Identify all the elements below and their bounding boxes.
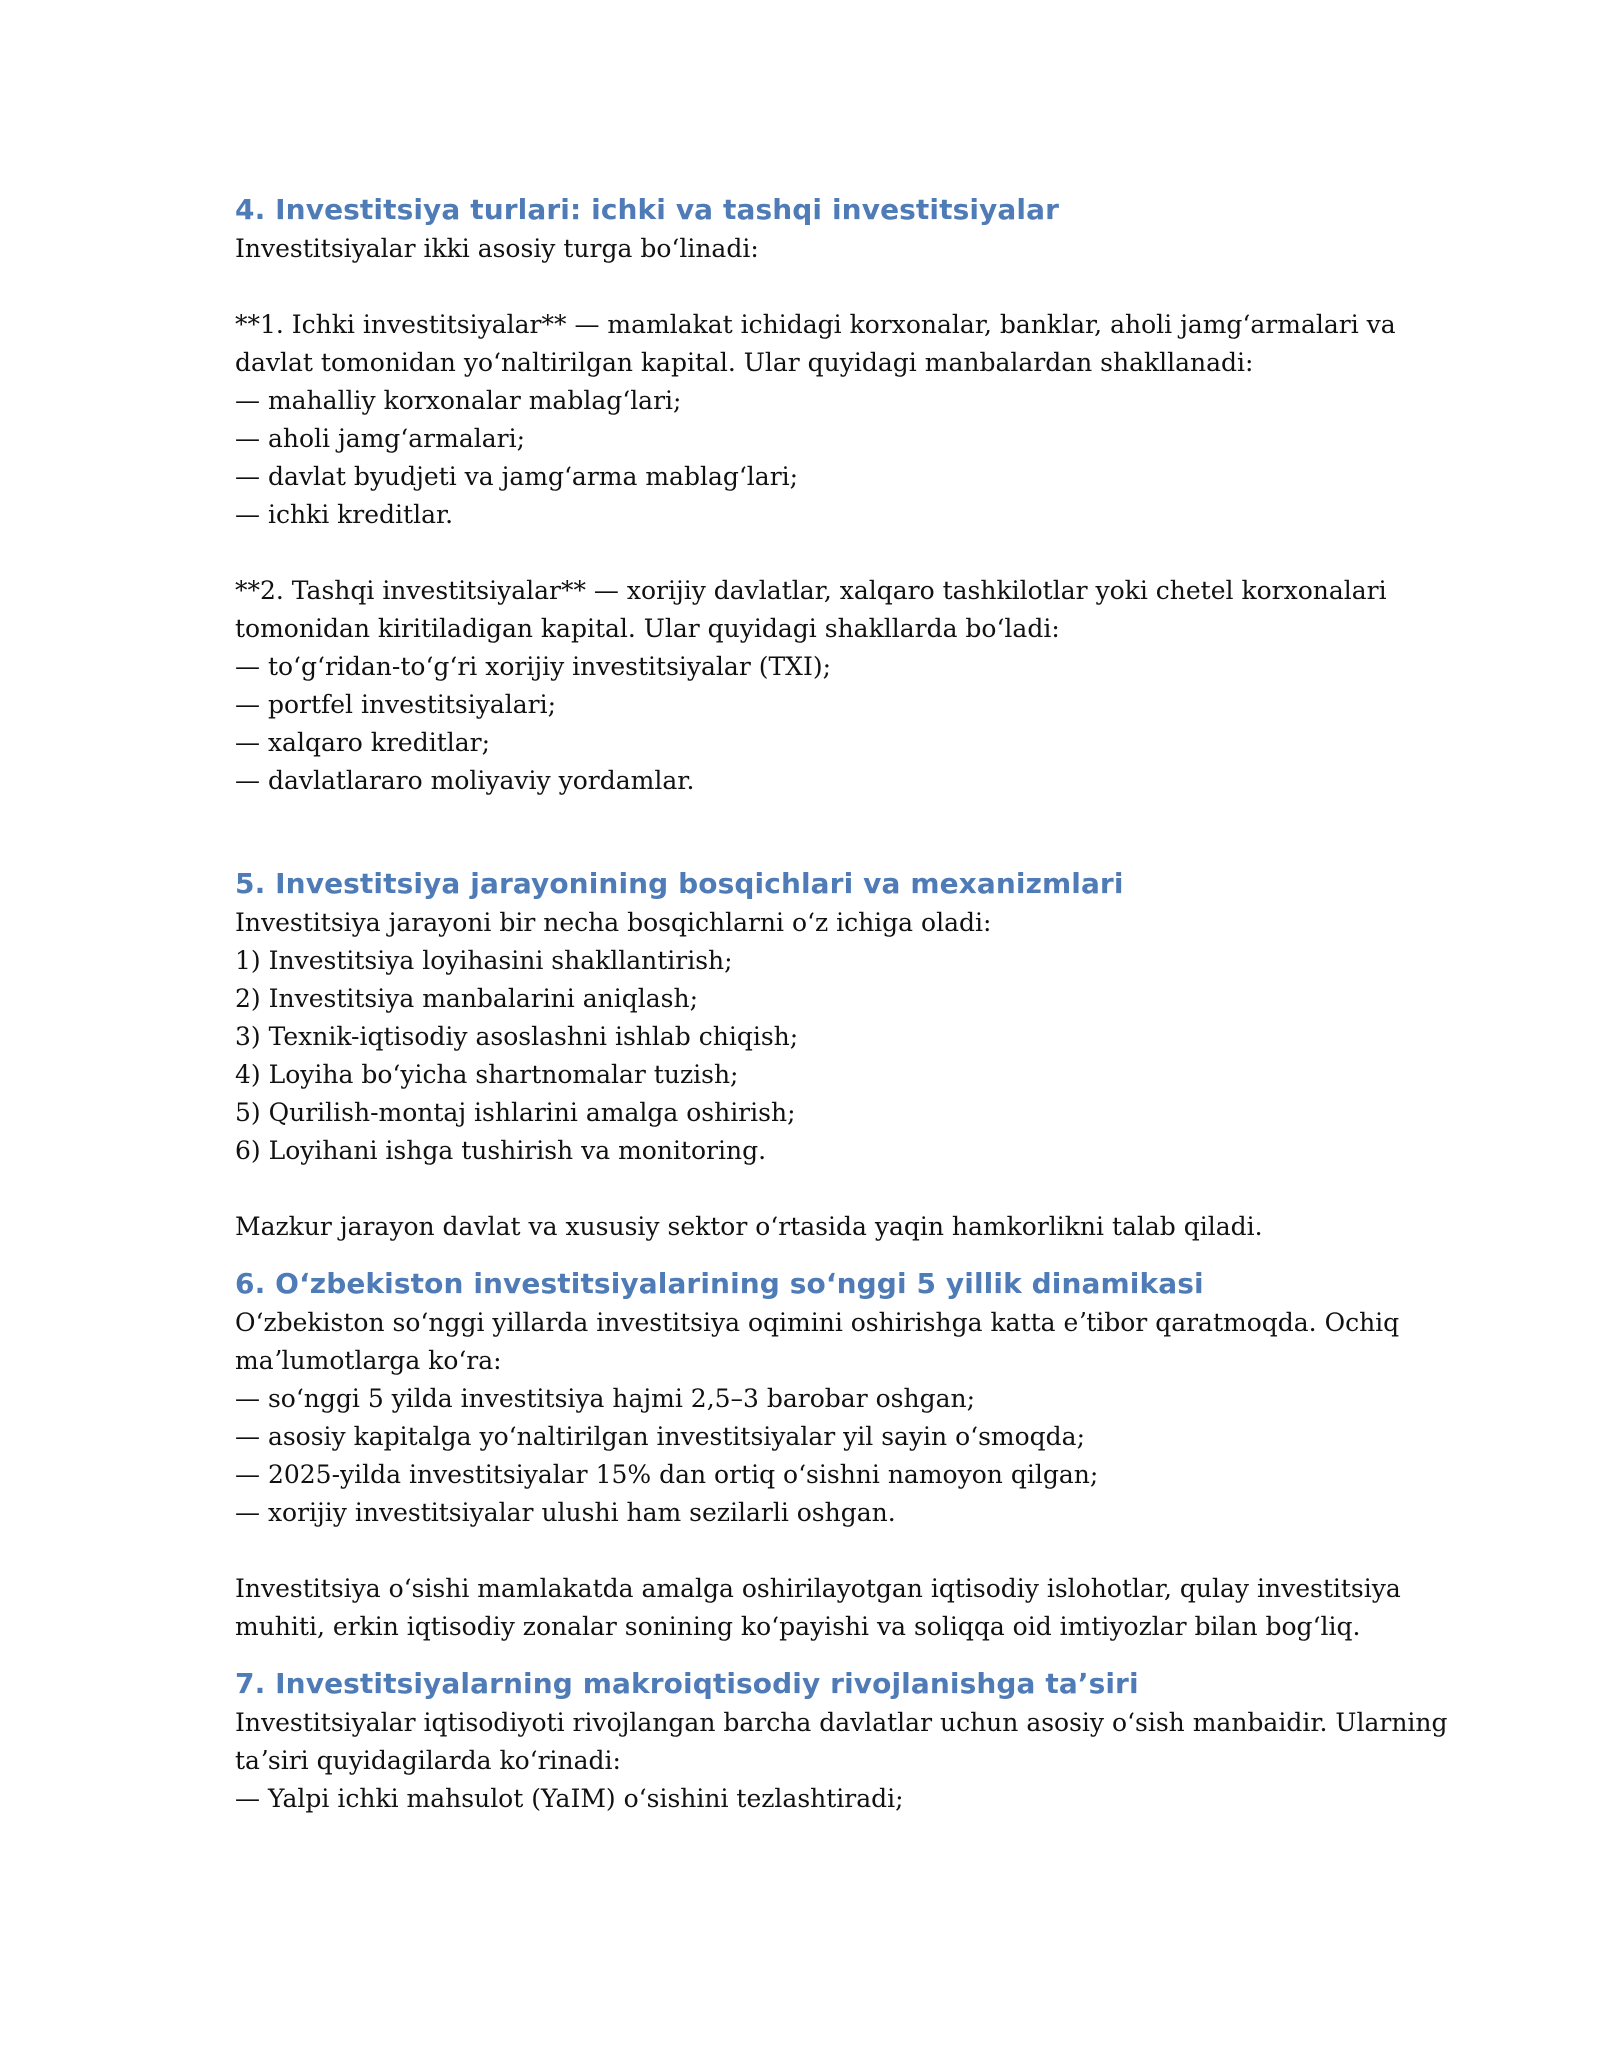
process-step: 3) Texnik-iqtisodiy asoslashni ishlab chiqish; bbox=[235, 1022, 799, 1051]
process-step: 5) Qurilish-montaj ishlarini amalga oshirish; bbox=[235, 1098, 796, 1127]
section-5-heading: 5. Investitsiya jarayonining bosqichlari va mexanizmlari bbox=[235, 867, 1124, 900]
internal-source-item: — mahalliy korxonalar mablagʻlari; bbox=[235, 386, 682, 415]
process-step: 4) Loyiha boʻyicha shartnomalar tuzish; bbox=[235, 1060, 739, 1089]
section-6-conclusion-line: muhiti, erkin iqtisodiy zonalar sonining koʻpayishi va soliqqa oid imtiyozlar bilan bogʻliq. bbox=[235, 1612, 1361, 1641]
section-6-intro-line: Oʻzbekiston soʻnggi yillarda investitsiya oqimini oshirishga katta eʼtibor qaratmoqda. Ochiq bbox=[235, 1308, 1400, 1337]
dynamics-item: — 2025-yilda investitsiyalar 15% dan ortiq oʻsishni namoyon qilgan; bbox=[235, 1460, 1099, 1489]
section-5-conclusion: Mazkur jarayon davlat va xususiy sektor oʻrtasida yaqin hamkorlikni talab qiladi. bbox=[235, 1212, 1263, 1241]
dynamics-item: — soʻnggi 5 yilda investitsiya hajmi 2,5–3 barobar oshgan; bbox=[235, 1384, 976, 1413]
external-form-item: — davlatlararo moliyaviy yordamlar. bbox=[235, 766, 695, 795]
spacer bbox=[235, 534, 1375, 572]
section-7-heading: 7. Investitsiyalarning makroiqtisodiy rivojlanishga taʼsiri bbox=[235, 1667, 1139, 1700]
internal-source-item: — aholi jamgʻarmalari; bbox=[235, 424, 525, 453]
internal-investments-line: **1. Ichki investitsiyalar** — mamlakat ichidagi korxonalar, banklar, aholi jamgʻarmalari va bbox=[235, 310, 1396, 339]
spacer bbox=[235, 1170, 1375, 1208]
process-step: 2) Investitsiya manbalarini aniqlash; bbox=[235, 984, 698, 1013]
external-form-item: — portfel investitsiyalari; bbox=[235, 690, 557, 719]
spacer bbox=[235, 1532, 1375, 1570]
dynamics-item: — xorijiy investitsiyalar ulushi ham sezilarli oshgan. bbox=[235, 1498, 896, 1527]
external-investments-line: tomonidan kiritiladigan kapital. Ular quyidagi shakllarda boʻladi: bbox=[235, 614, 1060, 643]
impact-item: — Yalpi ichki mahsulot (YaIM) oʻsishini tezlashtiradi; bbox=[235, 1784, 904, 1813]
section-7-intro-line: Investitsiyalar iqtisodiyoti rivojlangan barcha davlatlar uchun asosiy oʻsish manbaidir. Ularning bbox=[235, 1708, 1448, 1737]
spacer bbox=[235, 800, 1375, 864]
section-6-conclusion-line: Investitsiya oʻsishi mamlakatda amalga oshirilayotgan iqtisodiy islohotlar, qulay investitsiya bbox=[235, 1574, 1401, 1603]
spacer bbox=[235, 1246, 1375, 1264]
document-page bbox=[235, 190, 1448, 1818]
section-5-intro: Investitsiya jarayoni bir necha bosqichlarni oʻz ichiga oladi: bbox=[235, 908, 992, 937]
external-form-item: — toʻgʻridan-toʻgʻri xorijiy investitsiyalar (TXI); bbox=[235, 652, 832, 681]
external-form-item: — xalqaro kreditlar; bbox=[235, 728, 491, 757]
section-6-heading: 6. Oʻzbekiston investitsiyalarining soʻnggi 5 yillik dinamikasi bbox=[235, 1267, 1204, 1300]
process-step: 6) Loyihani ishga tushirish va monitoring. bbox=[235, 1136, 767, 1165]
internal-investments-line: davlat tomonidan yoʻnaltirilgan kapital. Ular quyidagi manbalardan shakllanadi: bbox=[235, 348, 1254, 377]
section-4-intro: Investitsiyalar ikki asosiy turga boʻlinadi: bbox=[235, 234, 759, 263]
spacer bbox=[235, 268, 1375, 306]
process-step: 1) Investitsiya loyihasini shakllantirish; bbox=[235, 946, 733, 975]
section-7-intro-line: taʼsiri quyidagilarda koʻrinadi: bbox=[235, 1746, 621, 1775]
section-6-intro-line: maʼlumotlarga koʻra: bbox=[235, 1346, 502, 1375]
spacer bbox=[235, 1646, 1375, 1664]
dynamics-item: — asosiy kapitalga yoʻnaltirilgan investitsiyalar yil sayin oʻsmoqda; bbox=[235, 1422, 1086, 1451]
external-investments-line: **2. Tashqi investitsiyalar** — xorijiy davlatlar, xalqaro tashkilotlar yoki chetel korxonalari bbox=[235, 576, 1387, 605]
internal-source-item: — ichki kreditlar. bbox=[235, 500, 454, 529]
section-4-heading: 4. Investitsiya turlari: ichki va tashqi investitsiyalar bbox=[235, 193, 1059, 226]
internal-source-item: — davlat byudjeti va jamgʻarma mablagʻlari; bbox=[235, 462, 799, 491]
